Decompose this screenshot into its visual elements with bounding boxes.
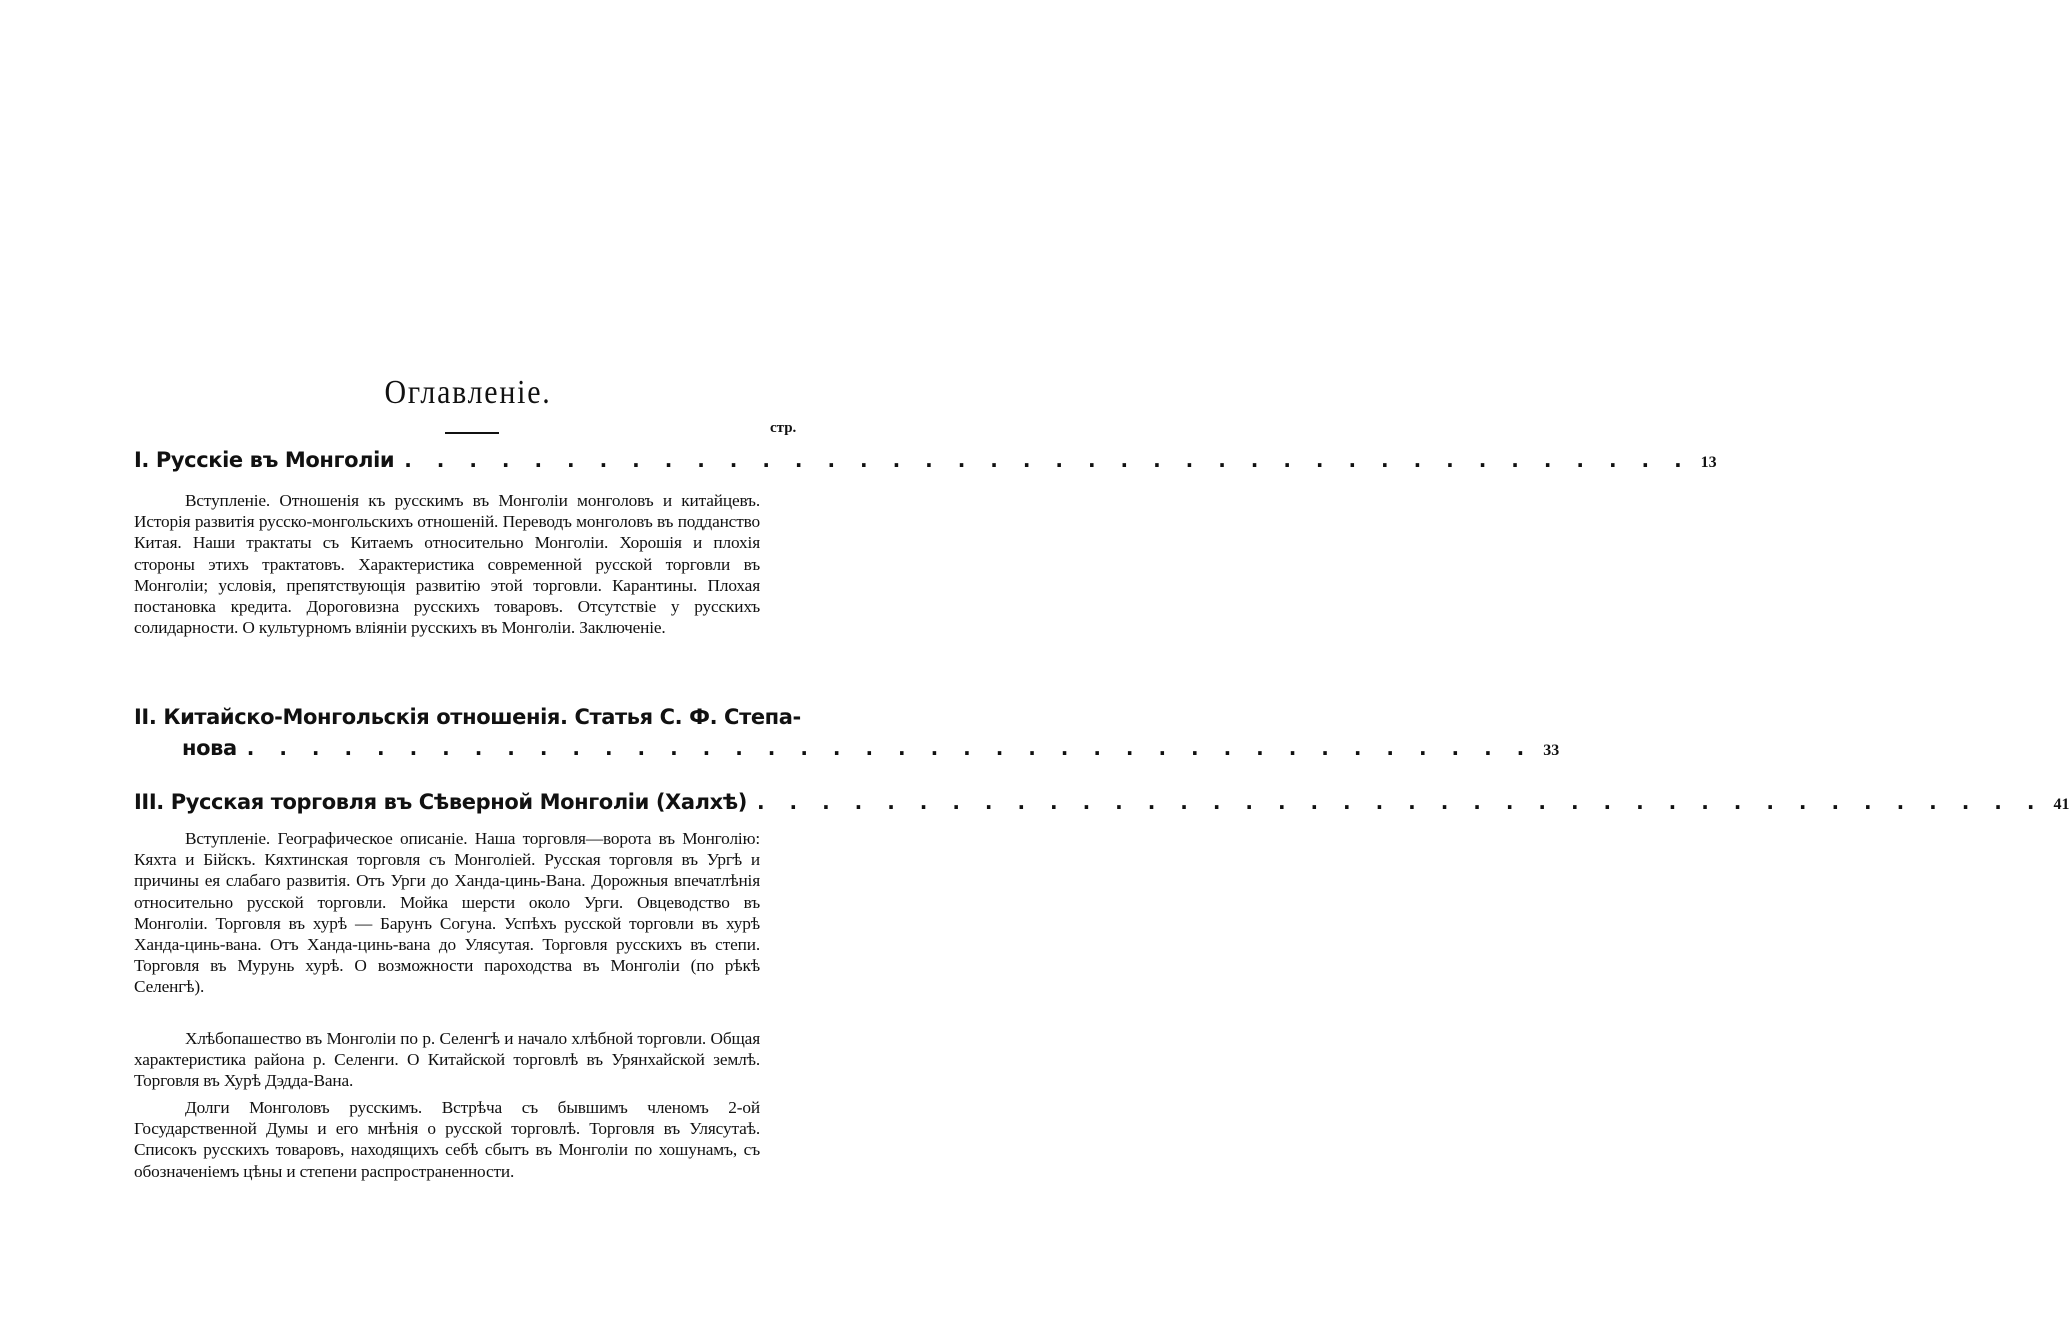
toc-entry-chapter-2[interactable] <box>134 705 801 729</box>
title-divider <box>445 432 499 434</box>
chapter-3-summary-paragraph-2: Хлѣбопашество въ Монголіи по р. Селенгѣ и начало хлѣбной торговли. Общая характеристика района р. Селенги. О Китайской торговлѣ въ Урянхайской землѣ. Торговля въ Хурѣ Дэдда-Вана. <box>134 1029 760 1091</box>
leader-dots: . . . . . . . . . . . . . . . . . . . . . . . . . . . . . . . . . . . . . . . . <box>404 448 1691 472</box>
leader-dots: . . . . . . . . . . . . . . . . . . . . . . . . . . . . . . . . . . . . . . . . <box>246 736 1534 760</box>
page-title: Оглавленіе. <box>384 374 552 411</box>
toc-entry-chapter-1[interactable] <box>134 448 1717 472</box>
chapter-3-summary-paragraph-3: Долги Монголовъ русскимъ. Встрѣча съ бывшимъ членомъ 2-ой Государственной Думы и его мнѣнія о русской торговлѣ. Торговля въ Улясутаѣ. Списокъ русскихъ товаровъ, находящихъ себѣ сбытъ въ Монголіи по хошунамъ, съ обозначеніемъ цѣны и степени распространенности. <box>134 1098 760 1181</box>
leader-dots: . . . . . . . . . . . . . . . . . . . . . . . . . . . . . . . . . . . . . . . . <box>756 790 2044 814</box>
chapter-1-summary: Вступленіе. Отношенія къ русскимъ въ Монголіи монголовъ и китайцевъ. Исторія развитія русско-монгольскихъ отношеній. Переводъ монголовъ въ подданство Китая. Наши трактаты съ Китаемъ относительно Монголіи. Хорошія и плохія стороны этихъ трактатовъ. Характеристика современной русской торговли въ Монголіи; условія, препятствующія развитію этой торговли. Карантины. Плохая постановка кредита. Дороговизна русскихъ товаровъ. Отсутствіе у русскихъ солидарности. О культурномъ вліяніи русскихъ въ Монголіи. Заключеніе. <box>134 491 760 638</box>
toc-entry-chapter-2-continued[interactable] <box>182 736 1560 760</box>
chapter-1-page-number: 13 <box>1700 454 1717 471</box>
chapter-3-summary-paragraph-1: Вступленіе. Географическое описаніе. Наша торговля—ворота въ Монголію: Кяхта и Бійскъ. Кяхтинская торговля съ Монголіей. Русская торговля въ Ургѣ и причины ея слабаго развитія. Отъ Урги до Ханда-цинь-Вана. Дорожныя впечатлѣнія относительно русской торговли. Мойка шерсти около Урги. Овцеводство въ Монголіи. Торговля въ хурѣ — Барунъ Согуна. Успѣхъ русской торговли въ хурѣ Ханда-цинь-вана. Отъ Ханда-цинь-вана до Улясутая. Торговля русскихъ въ степи. Торговля въ Мурунь хурѣ. О возможности пароходства въ Монголіи (по рѣкѣ Селенгѣ). <box>134 829 760 997</box>
page-column-header: стр. <box>770 420 797 436</box>
chapter-3-page-number: 41 <box>2053 796 2069 813</box>
chapter-2-page-number: 33 <box>1543 742 1560 759</box>
chapter-2-heading-line-2: нова <box>182 736 237 760</box>
toc-entry-chapter-3[interactable] <box>134 790 2069 814</box>
chapter-1-heading: I. Русскіе въ Монголіи <box>134 448 395 472</box>
chapter-2-heading-line-1: II. Китайско-Монгольскія отношенія. Статья С. Ф. Степа- <box>134 705 801 729</box>
chapter-3-heading: III. Русская торговля въ Сѣверной Монголіи (Халхѣ) <box>134 790 747 814</box>
